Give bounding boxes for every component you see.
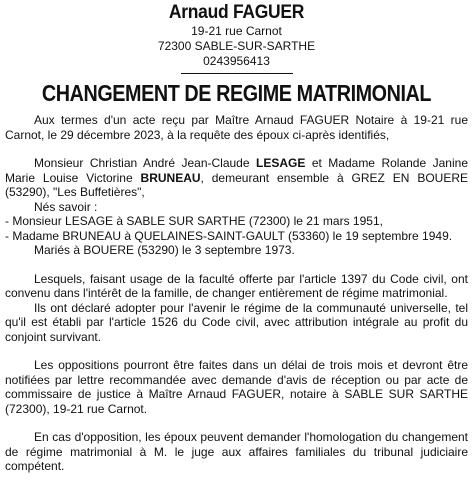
paragraph-regime: Ils ont déclaré adopter pour l'avenir le régime de la communauté universelle, tel qu'il est établi par l'article 1526 du Code civil, avec attribution intégrale au profit du conjoint survivant. xyxy=(5,300,468,344)
paragraph-faculty: Lesquels, faisant usage de la faculté offerte par l'article 1397 du Code civil, ont convenu dans l'intérêt de la famille, de changer entièrement de régime matrimonial. xyxy=(5,271,468,300)
spacer xyxy=(5,416,468,430)
notary-phone: 0243956413 xyxy=(203,54,270,68)
birth-intro: Nés savoir : xyxy=(34,199,98,214)
marriage-line: Mariés à BOUERE (53290) le 3 septembre 1973. xyxy=(34,243,295,257)
birth-line-wife: - Madame BRUNEAU à QUELAINES-SAINT-GAULT (53360) le 19 septembre 1949. xyxy=(5,228,453,243)
notary-header xyxy=(5,1,468,74)
birth-line-husband: - Monsieur LESAGE à SABLE SUR SARTHE (72300) le 21 mars 1951, xyxy=(5,214,383,228)
paragraph-homologation: En cas d'opposition, les époux peuvent demander l'homologation du changement de régime matrimonial à M. le juge aux affaires familiales du tribunal judiciaire compétent. xyxy=(5,430,468,473)
spouses-text-middle: et Madame Rolande Janine Marie Louise Victorine xyxy=(5,156,468,185)
notary-name: Arnaud FAGUER xyxy=(168,2,305,23)
paragraph-oppositions: Les oppositions pourront être faites dans un délai de trois mois et devront être notifiées par lettre recommandée avec demande d'avis de réception ou par acte de commissaire de justice à Maître Arnaud FAGUER, notaire à SABLE SUR SARTHE (72300), 19-21 rue Carnot. xyxy=(5,358,468,416)
notice-title: CHANGEMENT DE REGIME MATRIMONIAL xyxy=(41,80,432,106)
spouse-name-lesage: LESAGE xyxy=(256,156,306,170)
notary-street: 19-21 rue Carnot xyxy=(191,24,282,38)
header-divider xyxy=(181,73,293,74)
spouse-name-bruneau: BRUNEAU xyxy=(140,170,201,185)
spouses-text-after: , demeurant ensemble à GREZ EN BOUERE (53290), "Les Buffetières", xyxy=(5,170,468,199)
paragraph-deed: Aux termes d'un acte reçu par Maître Arnaud FAGUER Notaire à 19-21 rue Carnot, le 29 décembre 2023, à la requête des époux ci-après identifiés, xyxy=(5,113,468,142)
spacer xyxy=(5,258,468,272)
spacer xyxy=(5,344,468,358)
spacer xyxy=(5,142,468,156)
paragraph-spouses xyxy=(5,156,468,200)
spouses-text-before: Monsieur Christian André Jean-Claude xyxy=(34,156,256,170)
notice-body xyxy=(5,113,468,474)
notary-city: 72300 SABLE-SUR-SARTHE xyxy=(157,39,316,53)
